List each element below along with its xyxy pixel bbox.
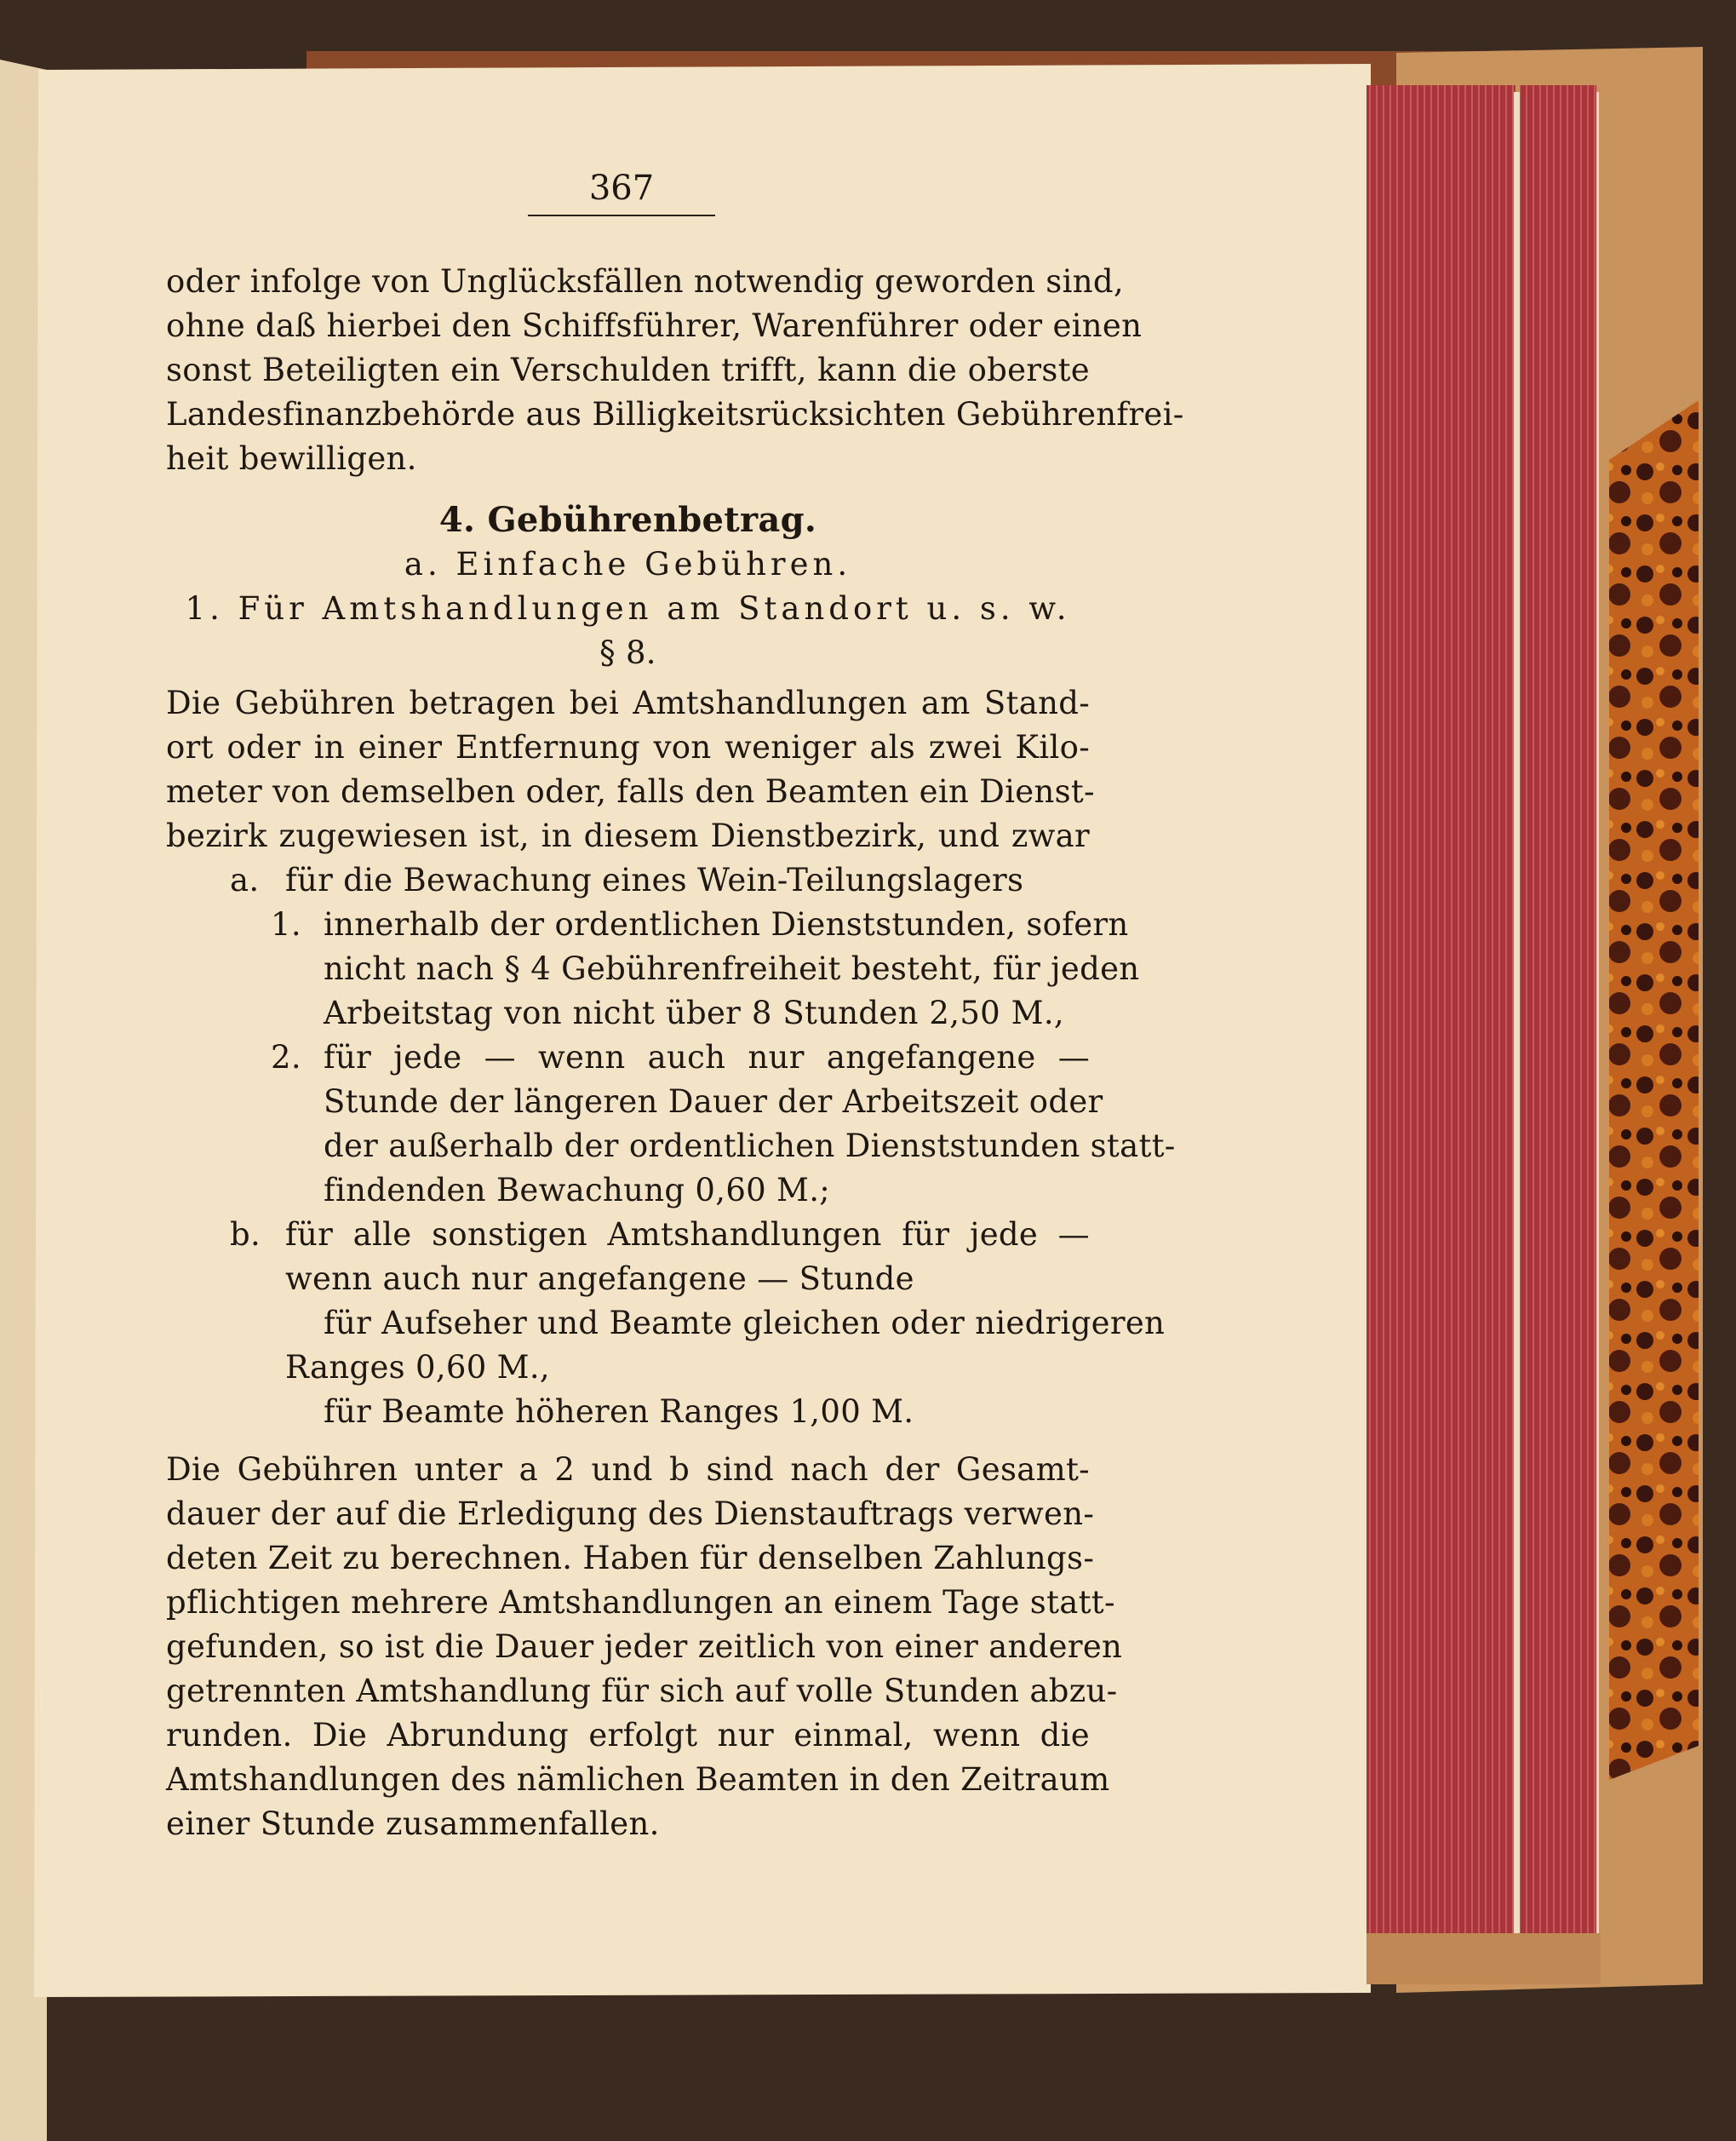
item-a1-line-3: Arbeitstag von nicht über 8 Stunden 2,50 M., (324, 995, 1064, 1031)
item-b-rate1-line-2: Ranges 0,60 M., (285, 1349, 550, 1386)
final-line-7: runden. Die Abrundung erfolgt nur einmal, wenn die (166, 1717, 1090, 1754)
item-a-label: a. (230, 862, 260, 898)
subsection-heading: a. Einfache Gebühren. (404, 546, 852, 583)
item-a2-line-2: Stunde der längeren Dauer der Arbeitszeit oder (324, 1083, 1103, 1120)
intro-line-4: Landesfinanzbehörde aus Billigkeitsrücksichten Gebührenfrei- (166, 396, 1184, 433)
item-a2-line-3: der außerhalb der ordentlichen Dienststunden statt- (324, 1128, 1176, 1164)
item-a-text: für die Bewachung eines Wein-Teilungslagers (285, 862, 1024, 898)
intro-line-5: heit bewilligen. (166, 440, 417, 477)
item-b-label: b. (230, 1216, 261, 1253)
final-line-1: Die Gebühren unter a 2 und b sind nach der Gesamt- (166, 1451, 1090, 1488)
item-a2-label: 2. (271, 1039, 301, 1076)
paragraph-sign: § 8. (599, 634, 656, 671)
intro-line-1: oder infolge von Unglücksfällen notwendig geworden sind, (166, 263, 1124, 300)
final-line-3: deten Zeit zu berechnen. Haben für denselben Zahlungs- (166, 1540, 1095, 1576)
item-a2-line-1: für jede — wenn auch nur angefangene — (324, 1039, 1090, 1076)
item-b-line-2: wenn auch nur angefangene — Stunde (285, 1260, 914, 1297)
main-line-2: ort oder in einer Entfernung von weniger als zwei Kilo- (166, 729, 1090, 766)
main-line-1: Die Gebühren betragen bei Amtshandlungen am Stand- (166, 685, 1090, 721)
final-line-5: gefunden, so ist die Dauer jeder zeitlich von einer anderen (166, 1628, 1123, 1665)
item-a1-line-2: nicht nach § 4 Gebührenfreiheit besteht, für jeden (324, 950, 1140, 987)
section-heading: 4. Gebührenbetrag. (438, 500, 817, 540)
final-line-6: getrennten Amtshandlung für sich auf volle Stunden abzu- (166, 1673, 1118, 1709)
final-line-2: dauer der auf die Erledigung des Dienstauftrags verwen- (166, 1495, 1095, 1532)
intro-line-3: sonst Beteiligten ein Verschulden trifft, kann die oberste (166, 352, 1090, 388)
item-a1-label: 1. (271, 906, 301, 943)
page-number-rule (528, 215, 715, 216)
intro-line-2: ohne daß hierbei den Schiffsführer, Warenführer oder einen (166, 307, 1143, 344)
main-line-4: bezirk zugewiesen ist, in diesem Dienstbezirk, und zwar (166, 818, 1090, 854)
item-a2-line-4: findenden Bewachung 0,60 M.; (324, 1172, 831, 1208)
item-a1-line-1: innerhalb der ordentlichen Dienststunden, sofern (324, 906, 1129, 943)
page-number: 367 (588, 169, 655, 208)
final-line-4: pflichtigen mehrere Amtshandlungen an einem Tage statt- (166, 1584, 1115, 1621)
item-b-rate1-line-1: für Aufseher und Beamte gleichen oder niedrigeren (324, 1305, 1166, 1341)
final-line-9: einer Stunde zusammenfallen. (166, 1805, 660, 1842)
item-b-rate2: für Beamte höheren Ranges 1,00 M. (324, 1393, 914, 1430)
final-line-8: Amtshandlungen des nämlichen Beamten in den Zeitraum (166, 1761, 1110, 1798)
sub-subsection-heading: 1. Für Amtshandlungen am Standort u. s. w. (185, 590, 1071, 627)
main-line-3: meter von demselben oder, falls den Beamten ein Dienst- (166, 773, 1095, 810)
item-b-line-1: für alle sonstigen Amtshandlungen für jede — (285, 1216, 1090, 1253)
